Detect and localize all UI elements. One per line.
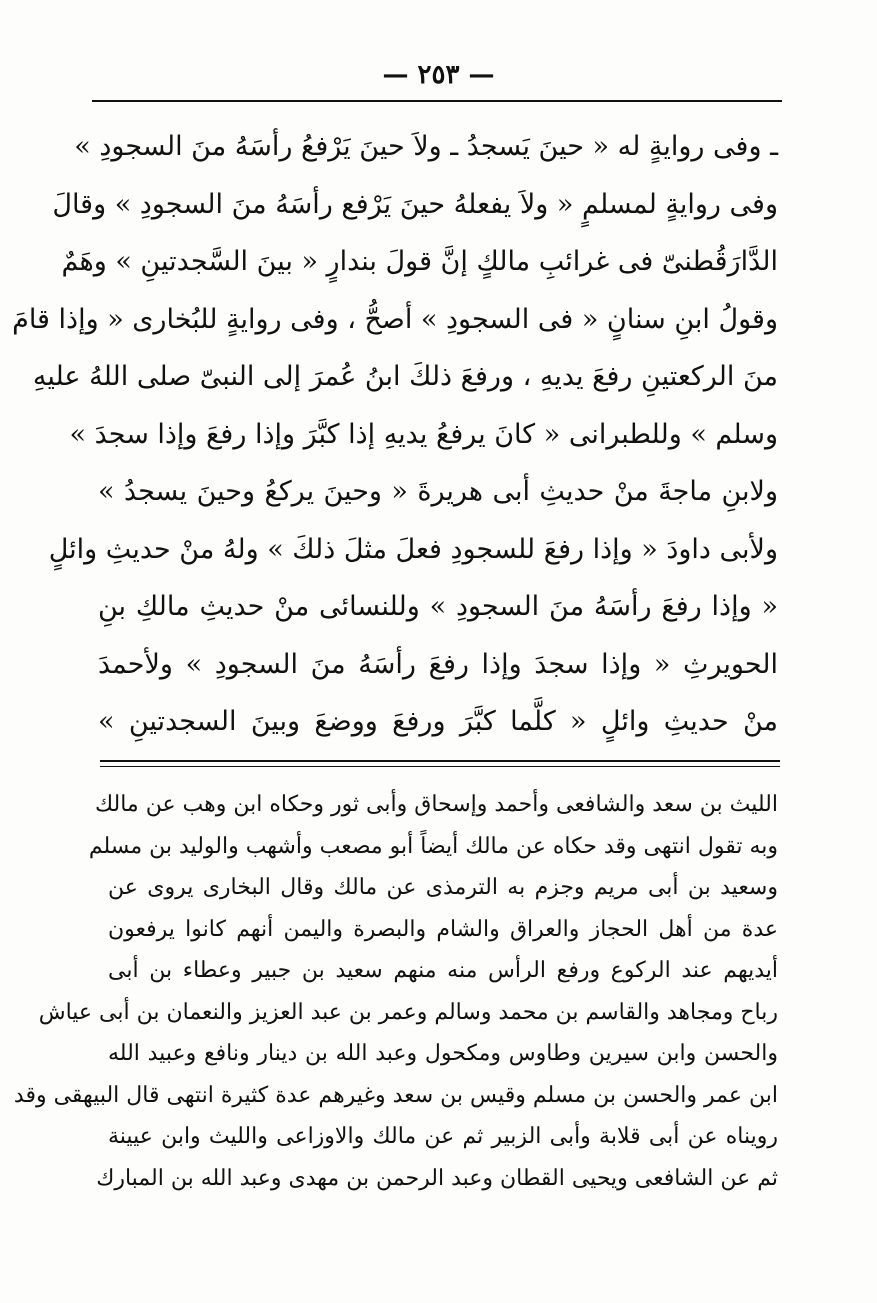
main-text-line: منَ الركعتينِ رفعَ يديهِ ، ورفعَ ذلكَ ابنُ عُمرَ إلى النبىّ صلى اللهُ عليهِ [32,361,778,392]
main-text-line: وقولُ ابنِ سنانٍ « فى السجودِ » أصحُّ ، وفى روايةٍ للبُخارى « وإذا قامَ [12,303,778,335]
footnotes [13,784,778,1199]
footnote-line: أيديهم عند الركوع ورفع الرأس منه منهم سعيد بن جبير وعطاء بن أبى [108,958,778,983]
main-text-line: منْ حديثِ وائلٍ « كلَّما كبَّرَ ورفعَ ووضعَ وبينَ السجدتينِ » [98,706,778,737]
footnote-line: الليث بن سعد والشافعى وأحمد وإسحاق وأبى ثور وحكاه ابن وهب عن مالك [94,792,778,817]
main-text-line: ـ وفى روايةٍ له « حينَ يَسجدُ ـ ولاَ حينَ يَرْفعُ رأسَهُ منَ السجودِ » [74,131,778,162]
main-text-line: « وإذا رفعَ رأسَهُ منَ السجودِ » وللنسائى منْ حديثِ مالكِ بنِ [98,591,778,622]
footnote-line: وبه تقول انتهى وقد حكاه عن مالك أيضاً أبو مصعب وأشهب والوليد بن مسلم [88,833,778,859]
footnote-separator-rule-inner [100,766,780,767]
header-rule [92,100,782,102]
main-text-line: وسلم » وللطبرانى « كانَ يرفعُ يديهِ إذا كبَّرَ وإذا رفعَ وإذا سجدَ » [69,418,778,450]
main-text-line: الحويرثِ « وإذا سجدَ وإذا رفعَ رأسَهُ منَ السجودِ » ولأحمدَ [98,648,778,680]
main-text-body [12,118,778,751]
main-text-line: ولابنِ ماجةَ منْ حديثِ أبى هريرةَ « وحينَ يركعُ وحينَ يسجدُ » [98,476,778,507]
main-text-line: الدَّارَقُطنىّ فى غرائبِ مالكٍ إنَّ قولَ بندارٍ « بينَ السَّجدتينِ » وهَمٌ [61,246,778,277]
footnote-line: رباح ومجاهد والقاسم بن محمد وسالم وعمر بن عبد العزيز والنعمان بن أبى عياش [38,999,778,1025]
footnote-line: ابن عمر والحسن بن مسلم وقيس بن سعد وغيرهم عدة كثيرة انتهى قال البيهقى وقد [13,1082,778,1108]
footnote-line: رويناه عن أبى قلابة وأبى الزبير ثم عن مالك والاوزاعى والليث وابن عيينة [108,1124,778,1149]
main-text-line: ولأبى داودَ « وإذا رفعَ للسجودِ فعلَ مثلَ ذلكَ » ولهُ منْ حديثِ وائلٍ [48,533,778,565]
footnote-line: وسعيد بن أبى مريم وجزم به الترمذى عن مالك وقال البخارى يروى عن [108,875,778,900]
footnote-line: عدة من أهل الحجاز والعراق والشام والبصرة واليمن أنهم كانوا يرفعون [108,916,778,942]
footnote-line: والحسن وابن سيرين وطاوس ومكحول وعبد الله بن دينار ونافع وعبيد الله [108,1041,778,1066]
main-text-line: وفى روايةٍ لمسلمٍ « ولاَ يفعلهُ حينَ يَرْفع رأسَهُ منَ السجودِ » وقالَ [52,188,778,220]
footnote-line: ثم عن الشافعى ويحيى القطان وعبد الرحمن بن مهدى وعبد الله بن المبارك [96,1165,778,1191]
footnote-separator-rule [100,760,780,762]
page-number: — ٢٥٣ — [382,60,495,90]
